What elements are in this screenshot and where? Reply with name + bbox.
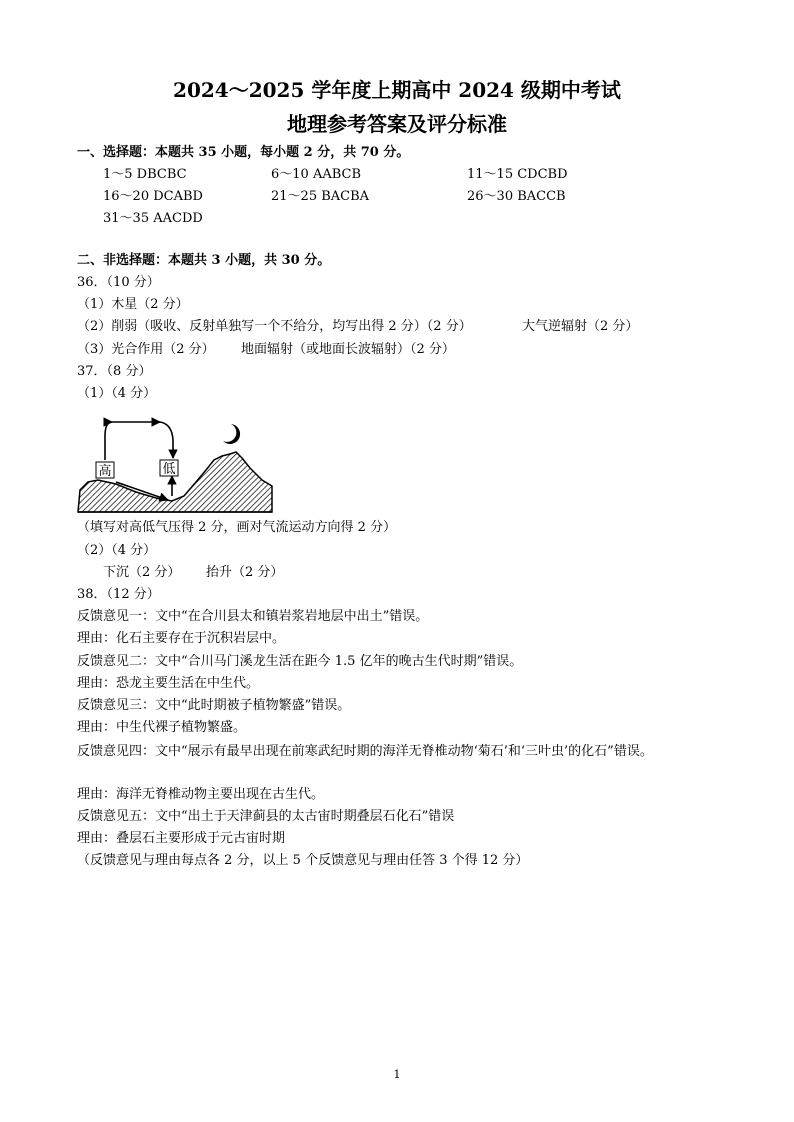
q36-part2b: 大气逆辐射（2 分） [522,319,639,334]
q36-part3a: （3）光合作用（2 分） [77,342,215,357]
q37-part2b: 抬升（2 分） [206,565,284,580]
reason-1: 理由：化石主要存在于沉积岩层中。 [77,631,286,646]
feedback-5: 反馈意见五：文中“出土于天津蓟县的太古宙时期叠层石化石”错误 [77,809,455,824]
q37-label: 37．（8 分） [77,364,152,379]
section2-heading: 二、非选择题：本题共 3 小题，共 30 分。 [77,253,331,268]
answer-group: 26～30 BACCB [467,189,566,204]
answer-group: 16～20 DCABD [103,189,203,204]
circulation-right-down [160,422,173,458]
reason-4: 理由：海洋无脊椎动物主要出现在古生代。 [77,787,325,802]
q36-label: 36．（10 分） [77,275,160,290]
feedback-2: 反馈意见二：文中“合川马门溪龙生活在距今 1.5 亿年的晚古生代时期”错误。 [77,654,523,669]
answer-group: 11～15 CDCBD [467,167,568,182]
low-pressure-label: 低 [162,462,176,477]
q36-part2a: （2）削弱（吸收、反射单独写一个不给分，均写出得 2 分）（2 分） [77,319,472,334]
page-title: 2024～2025 学年度上期高中 2024 级期中考试 [173,78,621,102]
q38-note: （反馈意见与理由每点各 2 分，以上 5 个反馈意见与理由任答 3 个得 12 分） [77,853,529,868]
page-number: 1 [393,1068,401,1081]
section1-heading: 一、选择题：本题共 35 小题，每小题 2 分，共 70 分。 [77,145,410,160]
q36-part1: （1）木星（2 分） [77,297,189,312]
circulation-left-up [105,422,112,460]
q37-part1: （1）（4 分） [77,386,157,401]
valley-circulation-diagram [76,410,276,518]
q37-part2a: 下沉（2 分） [103,565,181,580]
answer-group: 6～10 AABCB [271,167,362,182]
page-subtitle: 地理参考答案及评分标准 [287,112,507,136]
q36-part3b: 地面辐射（或地面长波辐射）（2 分） [241,342,455,357]
q37-part2: （2）（4 分） [77,543,157,558]
feedback-4: 反馈意见四：文中“展示有最早出现在前寒武纪时期的海洋无脊椎动物‘菊石’和‘三叶虫’的化石”错误。 [77,744,653,759]
q37-note: （填写对高低气压得 2 分，画对气流运动方向得 2 分） [77,520,397,535]
reason-3: 理由：中生代裸子植物繁盛。 [77,720,247,735]
reason-5: 理由：叠层石主要形成于元古宙时期 [77,831,286,846]
q38-label: 38．（12 分） [77,587,160,602]
feedback-3: 反馈意见三：文中“此时期被子植物繁盛”错误。 [77,698,351,713]
answer-group: 31～35 AACDD [103,211,203,226]
feedback-1: 反馈意见一：文中“在合川县太和镇岩浆岩地层中出土”错误。 [77,609,429,624]
high-pressure-label: 高 [98,464,112,479]
reason-2: 理由：恐龙主要生活在中生代。 [77,676,260,691]
answer-group: 21～25 BACBA [271,189,370,204]
moon-icon [223,424,240,444]
answer-group: 1～5 DBCBC [103,167,187,182]
